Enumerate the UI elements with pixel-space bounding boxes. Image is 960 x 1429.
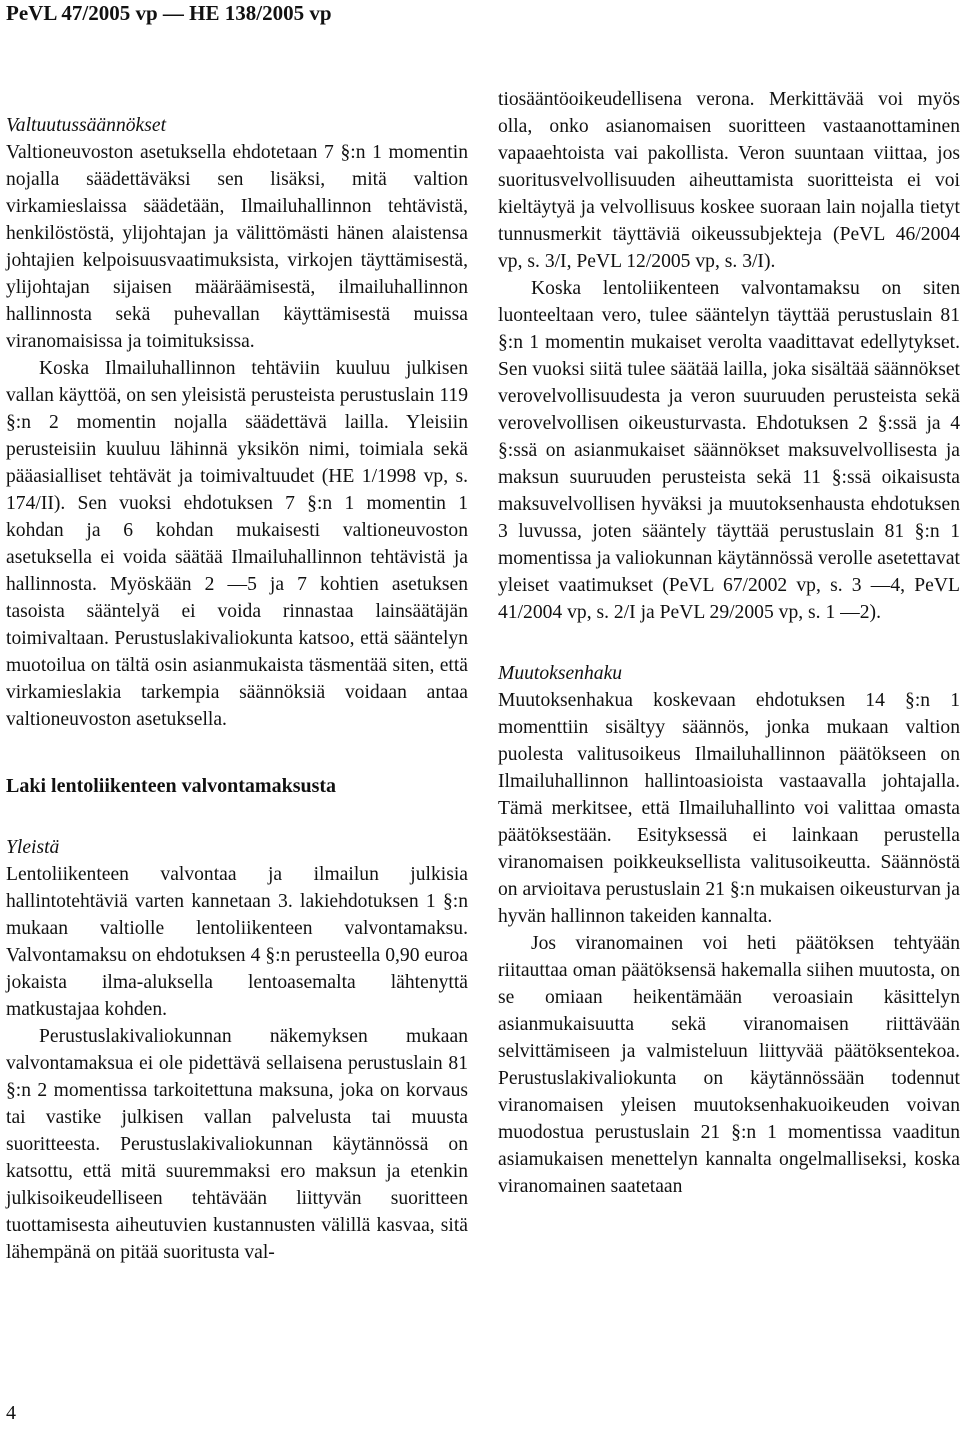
- spacer: [498, 626, 960, 660]
- spacer: [6, 86, 468, 112]
- section-heading-valtuutussaannokset: Valtuutussäännökset: [6, 115, 167, 136]
- paragraph: Jos viranomainen voi heti päätöksen tehtyään riitauttaa oman päätöksensä hakemalla siihen muutosta, on se omiaan heikentämään veroasiain käsittelyn asianmukaisuutta sekä viranomaisen riittävään selvittämiseen ja valmisteluun liittyvää päätöksentekoa. Perustuslakivaliokunta on käytännössään todennut viranomaisen yleisen muutoksenhakuoikeuden voivan muodostua perustuslain 21 §:n 1 momentissa vaaditun asiamukaisen menettelyn kannalta ongelmalliseksi, koska viranomainen saatetaan: [498, 933, 960, 1197]
- spacer: [6, 800, 468, 834]
- left-column: [6, 86, 468, 1266]
- paragraph: Muutoksenhakua koskevaan ehdotuksen 14 §:n 1 momenttiin sisältyy säännös, jonka mukaan valtion puolesta valitusoikeus Ilmailuhallinnon päätökseen on Ilmailuhallinnon hallintoasioista vastaavalla johtajalla. Tämä merkitsee, että Ilmailuhallinto voi valittaa omasta päätöksestään. Esityksessä ei lainkaan perustella viranomaisen poikkeuksellista valitusoikeutta. Säännöstä on arvioitava perustuslain 21 §:n mukaisen oikeusturvan ja hyvän hallinnon takeiden kannalta.: [498, 690, 960, 927]
- paragraph: Valtioneuvoston asetuksella ehdotetaan 7 §:n 1 momentin nojalla säädettäväksi sen lisäksi, mitä valtion virkamieslaissa säädetään, Ilmailuhallinnon tehtävistä, henkilöstöstä, ylijohtajan ja välittömästi hänen alaistensa johtajien kelpoisuusvaatimuksista, virkojen täyttämisestä, ylijohtajan sijaisen määräämisestä, ilmailuhallinnon hallinnosta sekä puhevallan käyttämisestä muissa viranomaisissa ja toimituksissa.: [6, 142, 468, 352]
- spacer: [6, 733, 468, 773]
- running-head: PeVL 47/2005 vp — HE 138/2005 vp: [6, 1, 332, 25]
- section-heading-muutoksenhaku: Muutoksenhaku: [498, 663, 623, 684]
- right-column: [498, 86, 960, 1200]
- paragraph: Koska Ilmailuhallinnon tehtäviin kuuluu julkisen vallan käyttöä, on sen yleisistä perusteista perustuslain 119 §:n 2 momentin nojalla säädettävä lailla. Yleisiin perusteisiin kuuluu lähinnä yksikön nimi, toimiala sekä pääasialliset tehtävät ja toimivaltuudet (HE 1/1998 vp, s. 174/II). Sen vuoksi ehdotuksen 7 §:n 1 momentin 1 kohdan ja 6 kohdan mukaisesti valtioneuvoston asetuksella ei voida säätää Ilmailuhallinnon tehtävistä ja hallinnosta. Myöskään 2 —5 ja 7 kohtien asetuksen tasoista sääntelyä ei voida rinnastaa lainsäätäjän toimivaltaan. Perustuslakivaliokunta katsoo, että sääntelyn muotoilua on tältä osin asianmukaista täsmentää siten, että virkamieslakia tarkempia säännöksiä voidaan antaa valtioneuvoston asetuksella.: [6, 358, 468, 730]
- paragraph: Lentoliikenteen valvontaa ja ilmailun julkisia hallintotehtäviä varten kannetaan 3. lakiehdotuksen 1 §:n mukaan valtiolle lentoliikenteen valvontamaksu. Valvontamaksu on ehdotuksen 4 §:n perusteella 0,90 euroa jokaista ilma-aluksella lentoasemalta lähtenyttä matkustajaa kohden.: [6, 864, 468, 1020]
- law-title: Laki lentoliikenteen valvontamaksusta: [6, 775, 337, 797]
- paragraph: Perustuslakivaliokunnan näkemyksen mukaan valvontamaksua ei ole pidettävä sellaisena perustuslain 81 §:n 2 momentissa tarkoitettuna maksuna, joka on korvaus tai vastike julkisen vallan palvelusta tai muusta suoritteesta. Perustuslakivaliokunnan käytännössä on katsottu, että mitä suuremmaksi ero maksun ja etenkin julkisoikeudelliseen tehtävään liittyvän suoritteen tuottamisesta aiheutuvien kustannusten välillä kasvaa, sitä lähempänä on pitää suoritusta val-: [6, 1026, 468, 1263]
- paragraph: tiosääntöoikeudellisena verona. Merkittävää voi myös olla, onko asianomaisen suoritteen vastaanottaminen vapaaehtoista vai pakollista. Veron suuntaan viittaa, jos suoritusvelvollisuuden aiheuttamista suoritteista ei voi kieltäytyä ja velvollisuus koskee suoraan lain nojalla tietyt tunnusmerkit täyttäviä oikeussubjekteja (PeVL 46/2004 vp, s. 3/I, PeVL 12/2005 vp, s. 3/I).: [498, 89, 960, 272]
- section-heading-yleista: Yleistä: [6, 837, 60, 858]
- paragraph: Koska lentoliikenteen valvontamaksu on siten luonteeltaan vero, tulee sääntelyn täyttää perustuslain 81 §:n 1 momentin mukaiset verolta vaadittavat edellytykset. Sen vuoksi siitä tulee säätää lailla, joka sisältää säännökset verovelvollisuudesta ja veron suuruuden perusteista sekä verovelvollisen oikeusturvasta. Ehdotuksen 2 §:ssä ja 4 §:ssä on asianmukaiset säännökset maksuvelvollisesta ja maksun suuruuden perusteista sekä 11 §:ssä oikaisusta maksuvelvollisen hyväksi ja muutoksenhausta ehdotuksen 3 luvussa, joten sääntely täyttää perustuslain 81 §:n 1 momentissa ja valiokunnan käytännössä verolle asetettavat yleiset vaatimukset (PeVL 67/2002 vp, s. 3 —4, PeVL 41/2004 vp, s. 2/I ja PeVL 29/2005 vp, s. 1 —2).: [498, 278, 960, 623]
- page-number: 4: [6, 1402, 16, 1424]
